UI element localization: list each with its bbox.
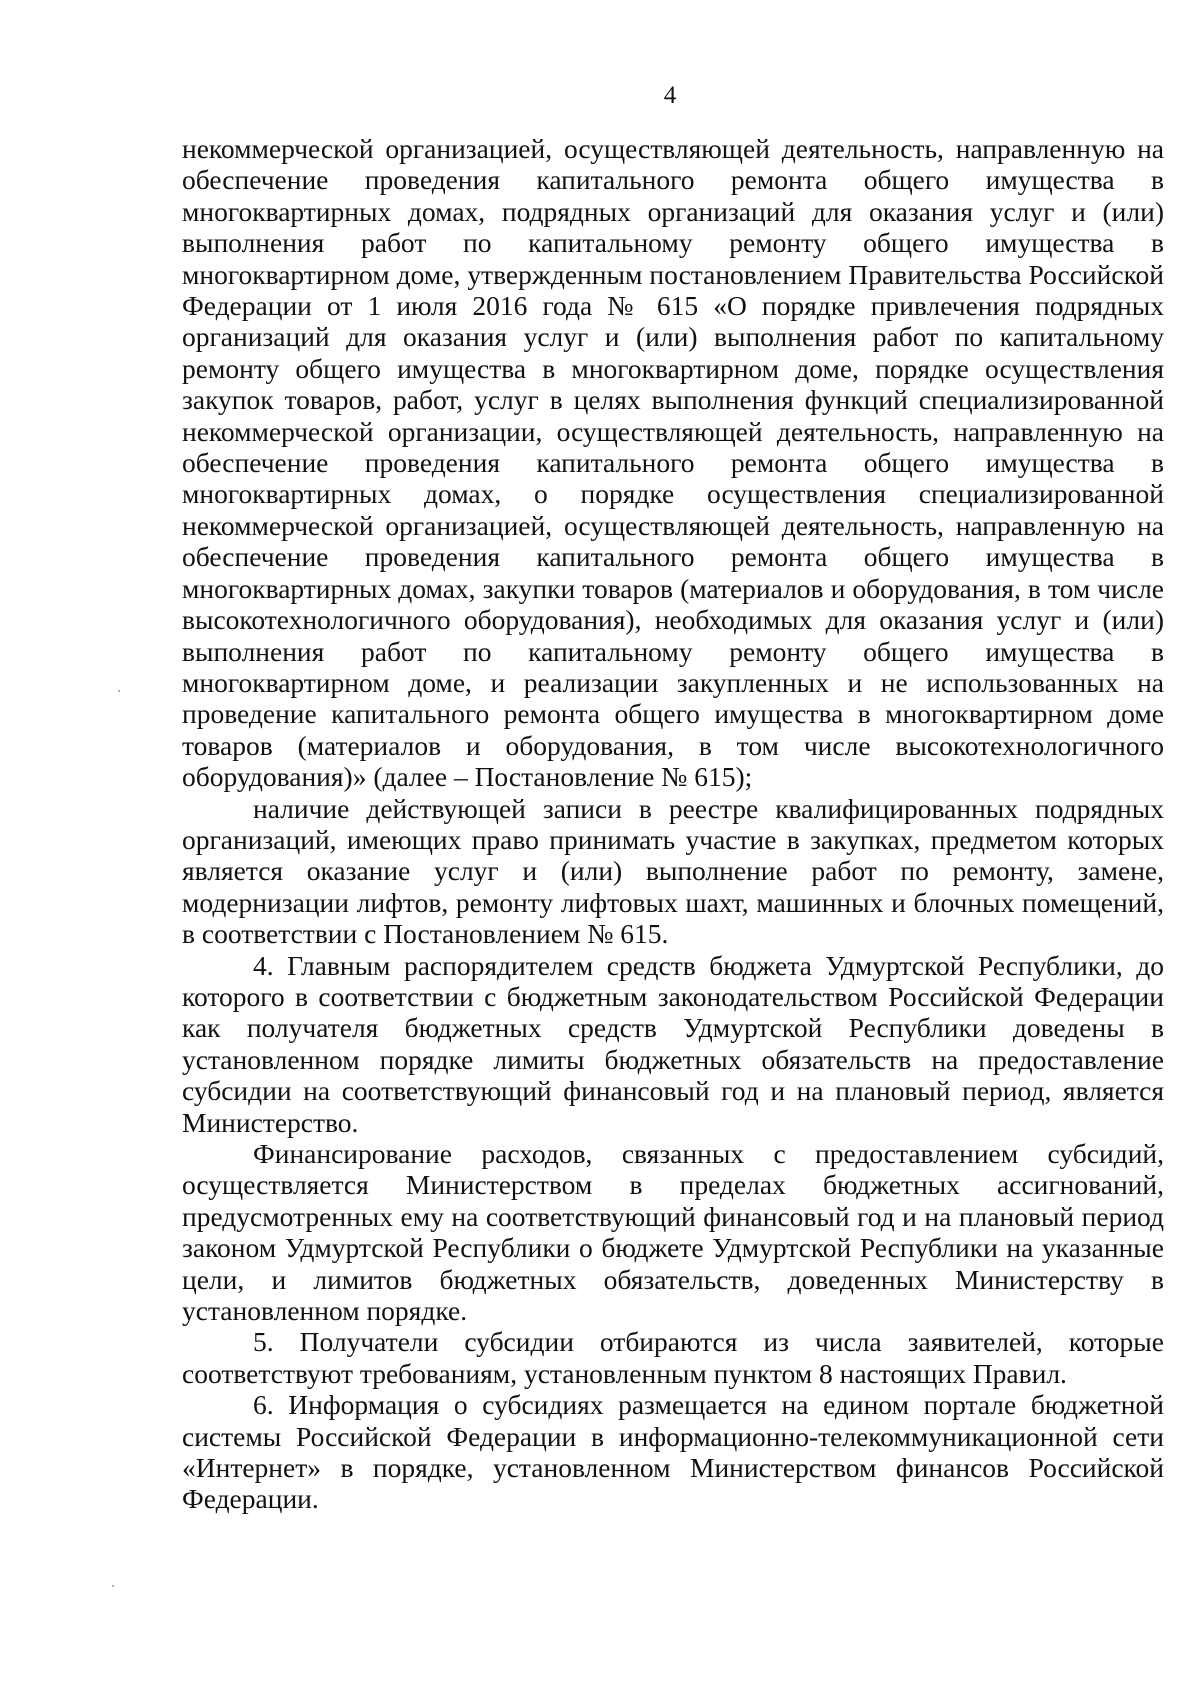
scan-speck — [112, 1585, 114, 1587]
scan-speck — [118, 690, 120, 692]
paragraph-financing: Финансирование расходов, связанных с предоставлением субсидий, осуществляется Министерством в пределах бюджетных ассигнований, предусмотренных ему на соответствующий финансовый год и на плановый период законом Удмуртской Республики о бюджете Удмуртской Республики на указанные цели, и лимитов бюджетных обязательств, доведенных Министерству в установленном порядке. — [182, 1138, 1164, 1327]
page-number: 4 — [663, 82, 677, 109]
paragraph-clause-4: 4. Главным распорядителем средств бюджета Удмуртской Республики, до которого в соответствии с бюджетным законодательством Российской Федерации как получателя бюджетных средств Удмуртской Республики доведены в установленном порядке лимиты бюджетных обязательств на предоставление субсидии на соответствующий финансовый год и на плановый период, является Министерство. — [182, 949, 1164, 1138]
paragraph-registry-requirement: наличие действующей записи в реестре квалифицированных подрядных организаций, имеющих право принимать участие в закупках, предметом которых является оказание услуг и (или) выполнение работ по ремонту, замене, модернизации лифтов, ремонту лифтовых шахт, машинных и блочных помещений, в соответствии с Постановлением № 615. — [182, 792, 1164, 950]
document-body — [182, 133, 1164, 1515]
paragraph-clause-6: 6. Информация о субсидиях размещается на едином портале бюджетной системы Российской Федерации в информационно-телекоммуникационной сети «Интернет» в порядке, установленном Министерством финансов Российской Федерации. — [182, 1389, 1164, 1515]
paragraph-clause-5: 5. Получатели субсидии отбираются из числа заявителей, которые соответствуют требованиям, установленным пунктом 8 настоящих Правил. — [182, 1326, 1164, 1389]
paragraph-continuation: некоммерческой организацией, осуществляющей деятельность, направленную на обеспечение проведения капитального ремонта общего имущества в многоквартирных домах, подрядных организаций для оказания услуг и (или) выполнения работ по капитальному ремонту общего имущества в многоквартирном доме, утвержденным постановлением Правительства Российской Федерации от 1 июля 2016 года № 615 «О порядке привлечения подрядных организаций для оказания услуг и (или) выполнения работ по капитальному ремонту общего имущества в многоквартирном доме, порядке осуществления закупок товаров, работ, услуг в целях выполнения функций специализированной некоммерческой организации, осуществляющей деятельность, направленную на обеспечение проведения капитального ремонта общего имущества в многоквартирных домах, о порядке осуществления специализированной некоммерческой организацией, осуществляющей деятельность, направленную на обеспечение проведения капитального ремонта общего имущества в многоквартирных домах, закупки товаров (материалов и оборудования, в том числе высокотехнологичного оборудования), необходимых для оказания услуг и (или) выполнения работ по капитальному ремонту общего имущества в многоквартирном доме, и реализации закупленных и не использованных на проведение капитального ремонта общего имущества в многоквартирном доме товаров (материалов и оборудования, в том числе высокотехнологичного оборудования)» (далее – Постановление № 615); — [182, 133, 1164, 793]
